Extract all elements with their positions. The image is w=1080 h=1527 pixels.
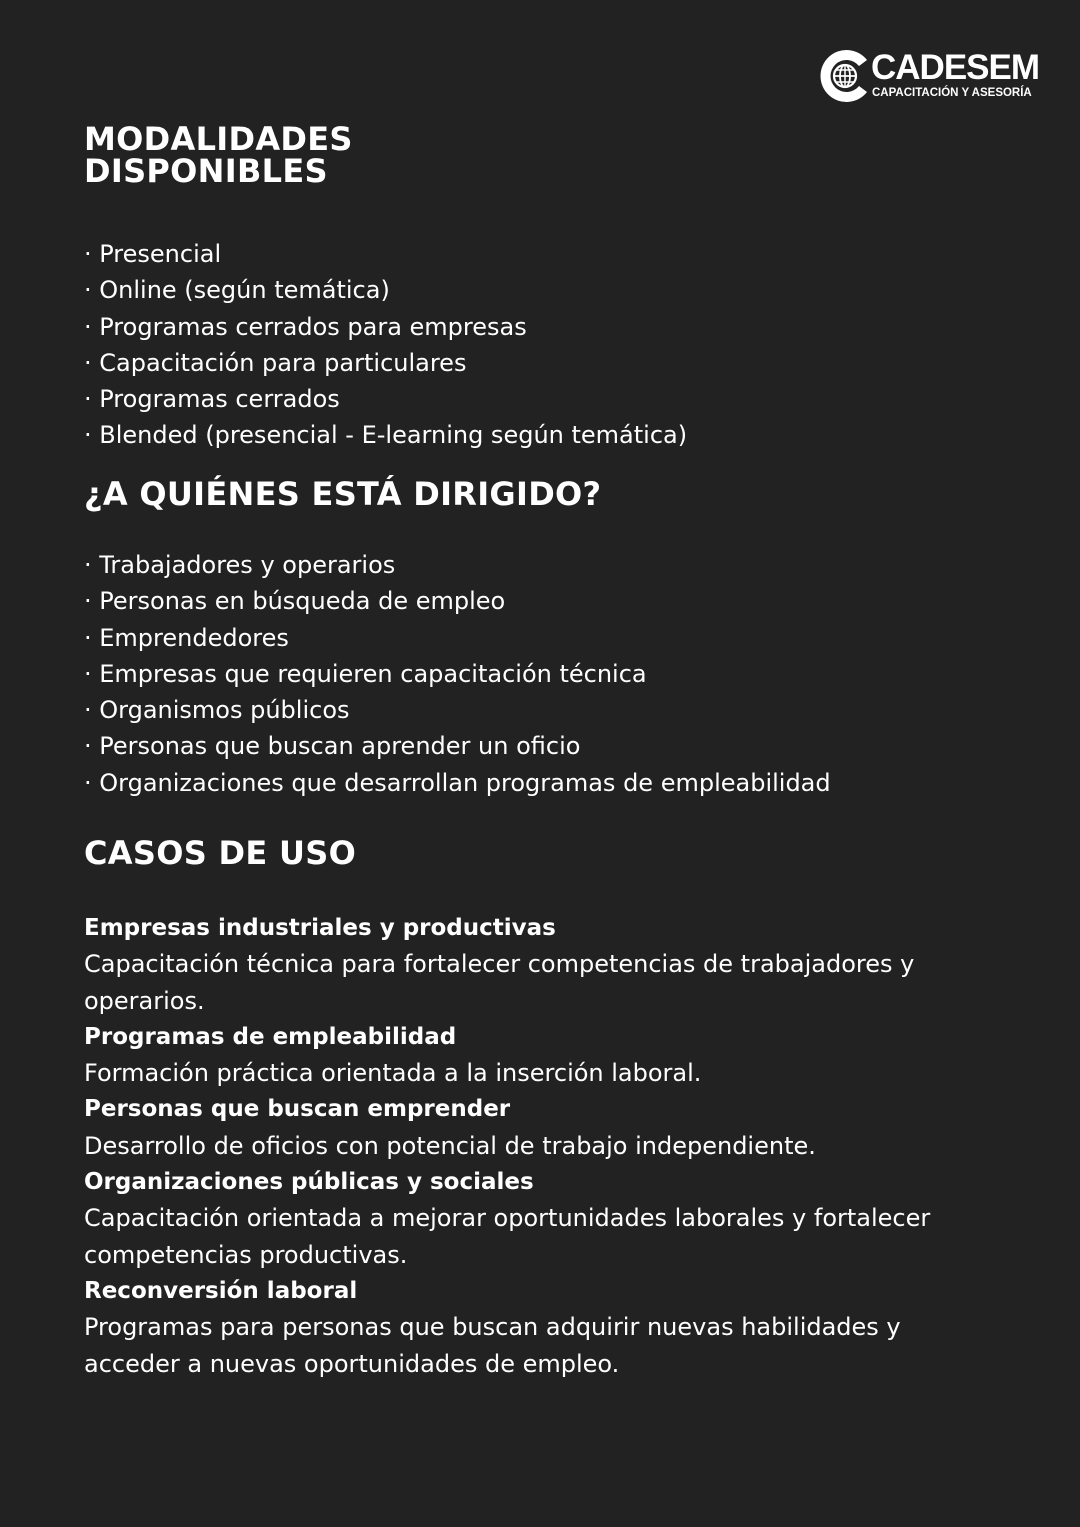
list-item: · Blended (presencial - E-learning según temática) [84, 421, 688, 450]
globe-icon [815, 46, 875, 106]
use-case-item [84, 1273, 994, 1382]
list-item: · Organismos públicos [84, 696, 350, 725]
list-item: · Personas que buscan aprender un oficio [84, 732, 581, 761]
list-item: · Empresas que requieren capacitación técnica [84, 659, 647, 688]
use-case-title: Personas que buscan emprender [84, 1096, 511, 1123]
use-case-title: Programas de empleabilidad [84, 1023, 457, 1050]
use-case-description: Capacitación orientada a mejorar oportunidades laborales y fortalecer competencias productivas. [84, 1204, 931, 1269]
list-item: · Organizaciones que desarrollan programas de empleabilidad [84, 768, 831, 797]
use-case-description: Programas para personas que buscan adquirir nuevas habilidades y acceder a nuevas oportunidades de empleo. [84, 1313, 901, 1378]
use-case-item [84, 1164, 994, 1273]
list-item: · Capacitación para particulares [84, 348, 467, 377]
use-case-title: Organizaciones públicas y sociales [84, 1169, 534, 1196]
use-case-item [84, 910, 994, 1019]
use-case-title: Empresas industriales y productivas [84, 915, 556, 941]
use-cases-list [84, 910, 994, 1382]
modalities-title-line-2: DISPONIBLES [84, 152, 328, 190]
use-case-title: Reconversión laboral [84, 1277, 358, 1304]
modalities-list [84, 236, 687, 454]
use-case-item [84, 1091, 994, 1164]
list-item: · Presencial [84, 240, 222, 268]
audience-list [84, 547, 831, 801]
use-case-item [84, 1019, 994, 1092]
list-item: · Emprendedores [84, 623, 289, 652]
brand-name: CADESEM [871, 48, 1040, 87]
modalities-title-line-1: MODALIDADES [84, 120, 353, 158]
use-case-description: Desarrollo de oficios con potencial de trabajo independiente. [84, 1131, 816, 1160]
list-item: · Online (según temática) [84, 276, 390, 305]
brand-logo [815, 46, 1055, 108]
list-item: · Programas cerrados para empresas [84, 312, 527, 341]
use-case-description: Capacitación técnica para fortalecer competencias de trabajadores y operarios. [84, 950, 915, 1015]
audience-title: ¿A QUIÉNES ESTÁ DIRIGIDO? [84, 475, 602, 513]
list-item: · Trabajadores y operarios [84, 551, 396, 579]
list-item: · Personas en búsqueda de empleo [84, 587, 506, 616]
brand-tagline: CAPACITACIÓN Y ASESORÍA [872, 87, 1032, 99]
modalities-title [84, 120, 353, 190]
list-item: · Programas cerrados [84, 385, 340, 414]
use-cases-title: CASOS DE USO [84, 834, 357, 872]
use-case-description: Formación práctica orientada a la inserción laboral. [84, 1059, 702, 1088]
